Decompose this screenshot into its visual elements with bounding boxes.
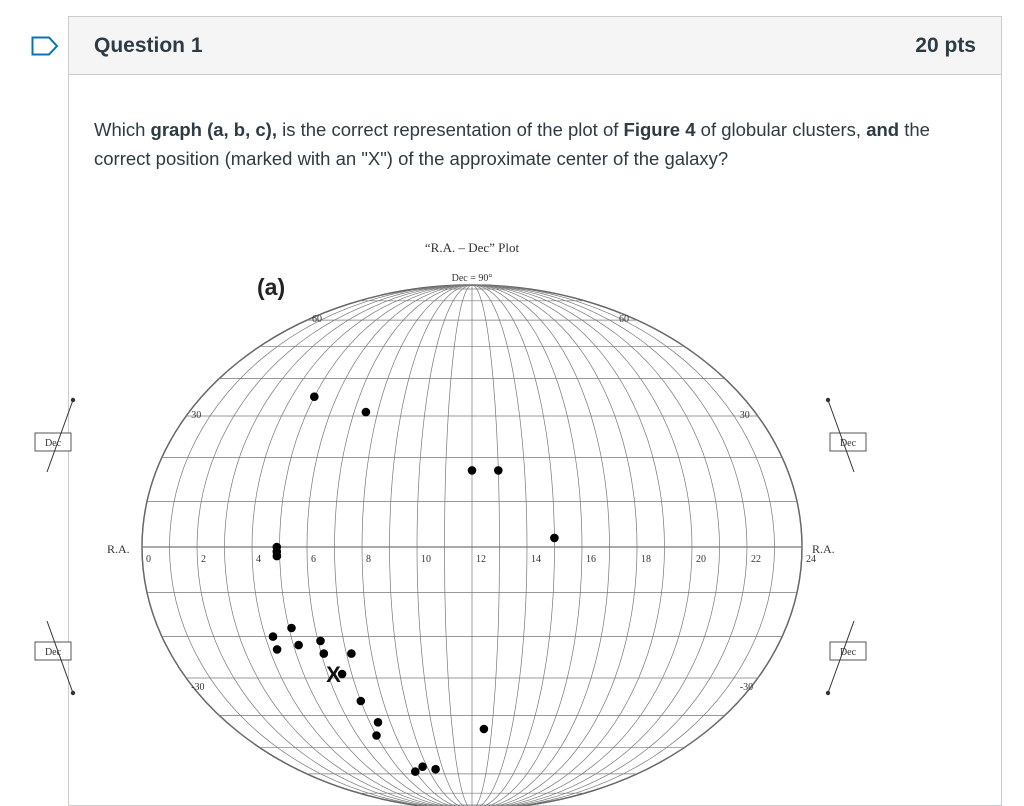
question-text-part: is the correct representation of the plot of [276, 119, 624, 140]
question-text [94, 115, 984, 173]
question-text-part: the correct position (marked with an "X") of the approximate center of the galaxy? [94, 119, 930, 169]
globular-cluster-point [347, 649, 356, 658]
globular-cluster-point [411, 767, 420, 776]
dec-tick-label: 30 [191, 410, 202, 421]
globular-cluster-point [480, 725, 489, 734]
meridian-line [445, 285, 473, 806]
ra-tick-label: 22 [751, 554, 761, 565]
question-text-bold: graph (a, b, c), [150, 119, 277, 140]
globular-cluster-point [273, 645, 282, 654]
ra-tick-label: 6 [311, 554, 316, 565]
globular-cluster-point [374, 718, 383, 727]
ra-tick-label: 4 [256, 554, 261, 565]
globular-cluster-point [273, 552, 282, 561]
ra-tick-label: 16 [586, 554, 596, 565]
question-header [69, 17, 1001, 75]
question-title: Question 1 [94, 33, 203, 57]
question-text-bold: Figure 4 [623, 119, 696, 140]
globular-cluster-point [362, 408, 371, 417]
dec-box-label: Dec [839, 438, 857, 449]
globular-cluster-point [468, 466, 477, 475]
meridian-line [335, 285, 473, 806]
question-text-part: Which [94, 119, 151, 140]
panel-label: (a) [257, 274, 286, 300]
ra-tick-label: 18 [641, 554, 651, 565]
ra-tick-label: 0 [146, 554, 151, 565]
globular-cluster-point [357, 697, 366, 706]
ra-tick-label: 8 [366, 554, 371, 565]
globular-cluster-point [320, 649, 329, 658]
globular-cluster-point [287, 624, 296, 633]
meridian-line [225, 285, 473, 806]
globular-cluster-point [550, 534, 559, 543]
globular-cluster-point [494, 466, 503, 475]
pole-label: Dec = 90° [451, 273, 493, 284]
dec-arrow-head [71, 691, 75, 695]
globular-cluster-point [372, 731, 381, 740]
ra-tick-label: 10 [421, 554, 431, 565]
meridian-line [472, 285, 720, 806]
axis-ticks [35, 314, 866, 695]
ra-tick-label: 24 [806, 554, 816, 565]
ra-tick-label: 12 [476, 554, 486, 565]
question-card [44, 16, 1002, 806]
ra-tick-label: 2 [201, 554, 206, 565]
flag-question-icon[interactable] [31, 36, 59, 56]
meridian-line [280, 285, 473, 806]
dec-box-label: Dec [839, 647, 857, 658]
meridian-line [170, 285, 473, 806]
dec-tick-label: -30 [191, 682, 205, 693]
dec-tick-label: 60 [619, 314, 629, 326]
globular-cluster-point [316, 637, 325, 646]
globular-cluster-point [418, 762, 427, 771]
dec-tick-label: 30 [739, 410, 750, 421]
ra-axis-label-left: R.A. [107, 542, 130, 556]
dec-tick-label: -30 [739, 682, 754, 693]
galaxy-center-marker: X [326, 662, 341, 687]
dec-box-label: Dec [44, 438, 62, 449]
meridian-line [472, 285, 775, 806]
dec-tick-label: 60 [312, 314, 322, 326]
globular-cluster-point [431, 765, 440, 774]
ra-dec-plot-figure [44, 217, 909, 737]
plot-grid [142, 285, 802, 806]
ra-tick-label: 20 [696, 554, 706, 565]
question-points: 20 pts [915, 33, 976, 57]
dec-arrow-head [826, 398, 830, 402]
figure-title: “R.A. – Dec” Plot [424, 240, 520, 255]
data-points [269, 392, 559, 775]
ra-tick-label: 14 [531, 554, 541, 565]
meridian-line [472, 285, 665, 806]
globular-cluster-point [310, 392, 319, 401]
globular-cluster-point [294, 641, 303, 650]
dec-box-label: Dec [44, 647, 62, 658]
meridian-line [472, 285, 610, 806]
globular-cluster-point [269, 632, 278, 641]
dec-arrow-head [826, 691, 830, 695]
dec-arrow-head [71, 398, 75, 402]
question-text-bold: and [866, 119, 900, 140]
question-text-part: of globular clusters, [695, 119, 867, 140]
ra-axis-label-right: R.A. [812, 542, 835, 556]
meridian-line [390, 285, 473, 806]
